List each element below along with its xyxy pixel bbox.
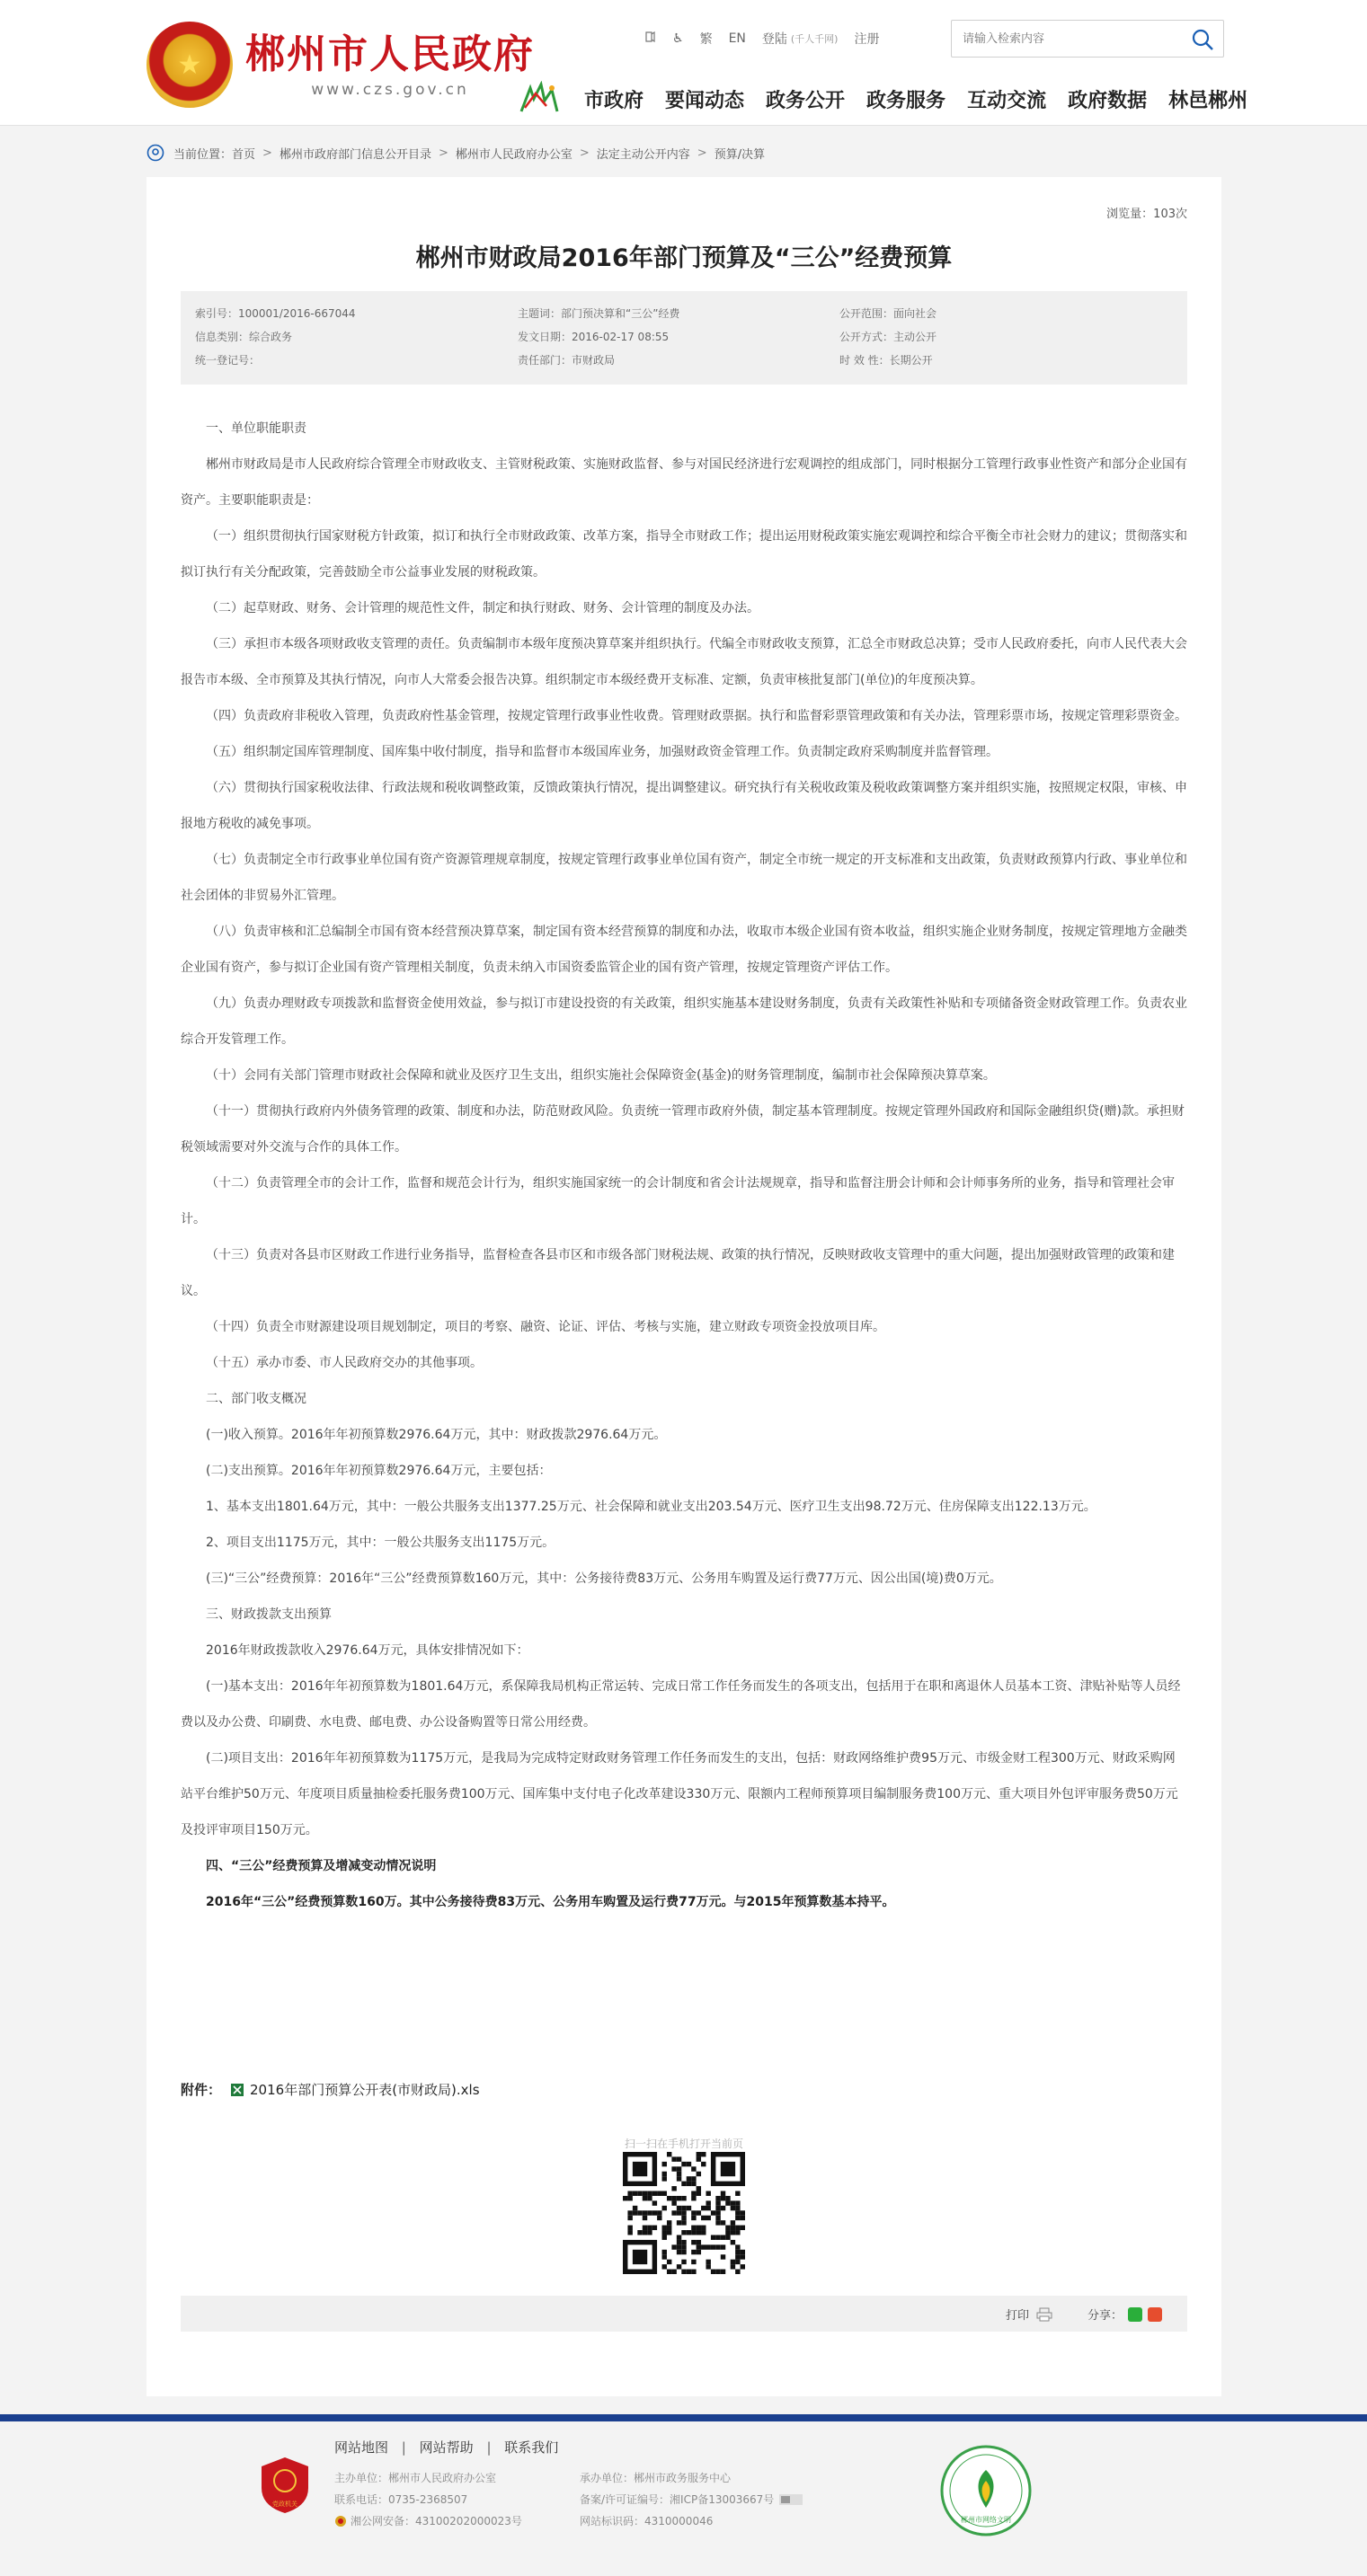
footer-icp[interactable] <box>580 2492 803 2507</box>
article-paragraph: 2016年“三公”经费预算数160万。其中公务接待费83万元、公务用车购置及运行费77万元。与2015年预算数基本持平。 <box>206 1895 895 1909</box>
article-paragraph: 一、单位职能职责 <box>206 421 306 436</box>
nav-item-gov-data[interactable]: 政府数据 <box>1068 89 1148 112</box>
search-box <box>951 20 1224 58</box>
article-paragraph: （八）负责审核和汇总编制全市国有资本经营预决算草案，制定国有资本经营预算的制度和办法，收取市本级企业国有资本收益，组织实施企业财务制度，按规定管理地方金融类企业国有资产，参与拟订企业国有资产管理相关制度，负责未纳入市国资委监管企业的国有资产管理，按规定管理资产评估工作。 <box>181 925 1187 975</box>
footer-separator: | <box>486 2439 492 2456</box>
article-paragraph: 二、部门收支概况 <box>206 1392 306 1406</box>
site-title: 郴州市人民政府 <box>245 31 535 77</box>
main-nav <box>516 81 1269 117</box>
article-paragraph: 郴州市财政局是市人民政府综合管理全市财政收支、主管财税政策、实施财政监督、参与对国民经济进行宏观调控的组成部门，同时根据分工管理行政事业性资产和部分企业国有资产。主要职能职责是： <box>181 457 1187 508</box>
attachment <box>181 2080 480 2099</box>
article-paragraph: （四）负责政府非税收入管理，负责政府性基金管理，按规定管理行政事业性收费。管理财政票据。执行和监督彩票管理政策和有关办法，管理彩票市场，按规定管理彩票资金。 <box>206 709 1187 723</box>
breadcrumb-item-budget[interactable]: 预算/决算 <box>714 147 766 162</box>
wechat-icon[interactable] <box>1128 2307 1142 2322</box>
traditional-chinese-link[interactable]: 繁 <box>699 32 713 47</box>
excel-file-icon <box>230 2083 244 2097</box>
article-paragraph: (三)“三公”经费预算：2016年“三公”经费预算数160万元，其中：公务接待费83万元、公务用车购置及运行费77万元、因公出国(境)费0万元。 <box>206 1571 1002 1586</box>
search-icon[interactable] <box>1191 28 1214 51</box>
meta-validity: 时 效 性：长期公开 <box>839 354 933 367</box>
footer-link-contact[interactable]: 联系我们 <box>504 2439 559 2456</box>
footer-police[interactable] <box>334 2513 522 2528</box>
article-paragraph: （九）负责办理财政专项拨款和监督资金使用效益，参与拟订市建设投资的有关政策，组织实施基本建设财务制度，负责有关政策性补贴和专项储备资金财政管理工作。负责农业综合开发管理工作。 <box>181 996 1187 1047</box>
article-paragraph: （十四）负责全市财源建设项目规划制定，项目的考察、融资、论证、评估、考核与实施，建立财政专项资金投放项目库。 <box>206 1320 885 1334</box>
footer-phone: 联系电话：0735-2368507 <box>334 2493 468 2506</box>
article-paragraph: （十五）承办市委、市人民政府交办的其他事项。 <box>206 1356 483 1370</box>
site-footer <box>0 2421 1367 2576</box>
printer-icon <box>1036 2307 1052 2322</box>
article-paragraph: (二)支出预算。2016年年初预算数2976.64万元，主要包括： <box>206 1464 552 1478</box>
breadcrumb-separator: > <box>438 146 448 160</box>
article-panel <box>146 177 1221 2396</box>
location-pin-icon <box>146 144 164 162</box>
footer-link-sitemap[interactable]: 网站地图 <box>334 2439 389 2456</box>
footer-separator: | <box>401 2439 406 2456</box>
breadcrumb <box>146 144 765 162</box>
accessibility-icon[interactable] <box>644 30 656 48</box>
attachment-link[interactable]: 2016年部门预算公开表(市财政局).xls <box>250 2082 480 2098</box>
meta-index-no: 索引号：100001/2016-667044 <box>195 307 356 320</box>
article-paragraph: （二）起草财政、财务、会计管理的规范性文件，制定和执行财政、财务、会计管理的制度及办法。 <box>206 601 759 615</box>
footer-undertaker: 承办单位：郴州市政务服务中心 <box>580 2472 732 2484</box>
view-count: 浏览量：103次 <box>1106 208 1187 221</box>
meta-reg-no: 统一登记号： <box>195 354 261 367</box>
footer-host: 主办单位：郴州市人民政府办公室 <box>334 2472 497 2484</box>
footer-links <box>334 2438 558 2456</box>
nav-item-news[interactable]: 要闻动态 <box>665 89 745 112</box>
print-label: 打印 <box>1005 2309 1029 2323</box>
attachment-label: 附件： <box>181 2082 222 2098</box>
qr-code-icon <box>623 2152 745 2274</box>
page-title: 郴州市财政局2016年部门预算及“三公”经费预算 <box>415 244 953 272</box>
party-gov-badge-text: 党政机关 <box>272 2501 297 2508</box>
cnzz-icon <box>779 2494 803 2505</box>
search-input[interactable] <box>952 21 1176 57</box>
nav-logo-icon <box>516 81 563 117</box>
breadcrumb-item-home[interactable]: 首页 <box>232 147 256 162</box>
breadcrumb-item-office[interactable]: 郴州市人民政府办公室 <box>455 147 573 162</box>
footer-icp-text: 备案/许可证编号：湘ICP备13003667号 <box>580 2493 775 2506</box>
police-badge-icon <box>334 2515 347 2527</box>
article-paragraph: （十三）负责对各县市区财政工作进行业务指导，监督检查各县市区和市级各部门财税法规、政策的执行情况，反映财政收支管理中的重大问题，提出加强财政管理的政策和建议。 <box>181 1248 1175 1298</box>
site-header <box>0 0 1367 126</box>
article-paragraph: 2、项目支出1175万元，其中：一般公共服务支出1175万元。 <box>206 1536 555 1550</box>
share-bar <box>181 2296 1187 2332</box>
meta-topic: 主题词：部门预决算和“三公”经费 <box>518 307 680 320</box>
site-logo[interactable] <box>146 22 535 108</box>
nav-item-linyi-chenzhou[interactable]: 林邑郴州 <box>1168 89 1248 112</box>
article-paragraph: （三）承担市本级各项财政收支管理的责任。负责编制市本级年度预决算草案并组织执行。代编全市财政收支预算，汇总全市财政总决算；受市人民政府委托，向市人民代表大会报告市本级、全市预算及其执行情况，向市人大常委会报告决算。组织制定市本级经费开支标准、定额，负责审核批复部门(单位)的年度预决算。 <box>181 637 1187 687</box>
article-body <box>181 411 1187 1920</box>
breadcrumb-separator: > <box>697 146 707 160</box>
article-paragraph: （一）组织贯彻执行国家财税方针政策，拟订和执行全市财政政策、改革方案，指导全市财政工作；提出运用财税政策实施宏观调控和综合平衡全市社会财力的建议；贯彻落实和拟订执行有关分配政策，完善鼓励全市公益事业发展的财税政策。 <box>181 529 1187 580</box>
share-label: 分享： <box>1087 2309 1123 2323</box>
meta-category: 信息类别：综合政务 <box>195 331 293 343</box>
site-url: www.czs.gov.cn <box>311 81 469 99</box>
meta-method: 公开方式：主动公开 <box>839 331 937 343</box>
article-paragraph: (一)收入预算。2016年年初预算数2976.64万元，其中：财政拨款2976.64万元。 <box>206 1428 667 1442</box>
article-paragraph: 1、基本支出1801.64万元，其中：一般公共服务支出1377.25万元、社会保障和就业支出203.54万元、医疗卫生支出98.72万元、住房保障支出122.13万元。 <box>206 1500 1096 1514</box>
breadcrumb-item-catalog[interactable]: 郴州市政府部门信息公开目录 <box>279 147 431 162</box>
civilization-badge-icon[interactable] <box>940 2445 1032 2536</box>
article-paragraph: 四、“三公”经费预算及增减变动情况说明 <box>206 1859 437 1873</box>
article-paragraph: （十二）负责管理全市的会计工作，监督和规范会计行为，组织实施国家统一的会计制度和省会计法规规章，指导和监督注册会计师和会计师事务所的业务，指导和管理社会审计。 <box>181 1176 1175 1226</box>
breadcrumb-item-public-content[interactable]: 法定主动公开内容 <box>596 147 690 162</box>
article-paragraph: （五）组织制定国库管理制度、国库集中收付制度，指导和监督市本级国库业务，加强财政资金管理工作。负责制定政府采购制度并监督管理。 <box>206 745 999 759</box>
register-link[interactable]: 注册 <box>854 32 880 47</box>
footer-link-help[interactable]: 网站帮助 <box>419 2439 474 2456</box>
article-paragraph: （十）会同有关部门管理市财政社会保障和就业及医疗卫生支出，组织实施社会保障资金(基金)的财务管理制度，编制市社会保障预决算草案。 <box>206 1068 996 1083</box>
meta-scope: 公开范围：面向社会 <box>839 307 937 320</box>
footer-police-text: 湘公网安备：43100202000023号 <box>351 2515 522 2527</box>
breadcrumb-label: 当前位置： <box>173 147 233 162</box>
article-paragraph: （七）负责制定全市行政事业单位国有资产资源管理规章制度，按规定管理行政事业单位国有资产，制定全市统一规定的开支标准和支出政策，负责财政预算内行政、事业单位和社会团体的非贸易外汇管理。 <box>181 853 1187 903</box>
national-emblem-icon: ★ <box>146 22 233 108</box>
print-button[interactable] <box>1006 2306 1052 2323</box>
meta-issue-date: 发文日期：2016-02-17 08:55 <box>518 331 670 343</box>
article-paragraph: (一)基本支出：2016年年初预算数为1801.64万元，系保障我局机构正常运转、完成日常工作任务而发生的各项支出，包括用于在职和离退休人员基本工资、津贴补贴等人员经费以及办公费、印刷费、水电费、邮电费、办公设备购置等日常公用经费。 <box>181 1679 1181 1730</box>
elderly-mode-icon[interactable]: ♿ <box>672 31 684 46</box>
nav-item-city-government[interactable]: 市政府 <box>584 89 644 112</box>
article-paragraph: 2016年财政拨款收入2976.64万元，具体安排情况如下： <box>206 1643 529 1658</box>
article-paragraph: 三、财政拨款支出预算 <box>206 1607 332 1622</box>
english-link[interactable]: EN <box>728 31 746 46</box>
nav-item-gov-affairs[interactable]: 政务公开 <box>766 89 846 112</box>
article-meta <box>181 291 1187 385</box>
civilization-badge-text: 郴州市网络文明 <box>961 2516 1011 2524</box>
breadcrumb-separator: > <box>262 146 272 160</box>
login-note: (千人千网) <box>790 33 839 45</box>
article-paragraph: （六）贯彻执行国家税收法律、行政法规和税收调整政策，反馈政策执行情况，提出调整建议。研究执行有关税收政策及税收政策调整方案并组织实施，按照规定权限，审核、申报地方税收的减免事项。 <box>181 781 1187 831</box>
article-paragraph: (二)项目支出：2016年年初预算数为1175万元，是我局为完成特定财政财务管理工作任务而发生的支出，包括：财政网络维护费95万元、市级金财工程300万元、财政采购网站平台维护50万元、年度项目质量抽检委托服务费100万元、国库集中支付电子化改革建设330万元、限额内工程师预算项目编制服务费100万元、重大项目外包评审服务费50万元及投评审项目150万元。 <box>181 1751 1178 1837</box>
article-paragraph: （十一）贯彻执行政府内外债务管理的政策、制度和办法，防范财政风险。负责统一管理市政府外债，制定基本管理制度。按规定管理外国政府和国际金融组织贷(赠)款。承担财税领域需要对外交流与合作的具体工作。 <box>181 1104 1185 1155</box>
nav-item-gov-services[interactable]: 政务服务 <box>866 89 946 112</box>
party-gov-badge-icon[interactable] <box>260 2456 310 2515</box>
qr-label: 扫一扫在手机打开当前页 <box>624 2138 743 2150</box>
top-links <box>644 30 895 48</box>
meta-dept: 责任部门：市财政局 <box>518 354 616 367</box>
breadcrumb-separator: > <box>579 146 590 160</box>
login-link[interactable]: 登陆 <box>761 32 787 47</box>
footer-divider <box>0 2414 1367 2421</box>
footer-site-code: 网站标识码：4310000046 <box>580 2515 714 2527</box>
share-section <box>1087 2306 1162 2323</box>
nav-item-interaction[interactable]: 互动交流 <box>967 89 1047 112</box>
weibo-icon[interactable] <box>1148 2307 1162 2322</box>
